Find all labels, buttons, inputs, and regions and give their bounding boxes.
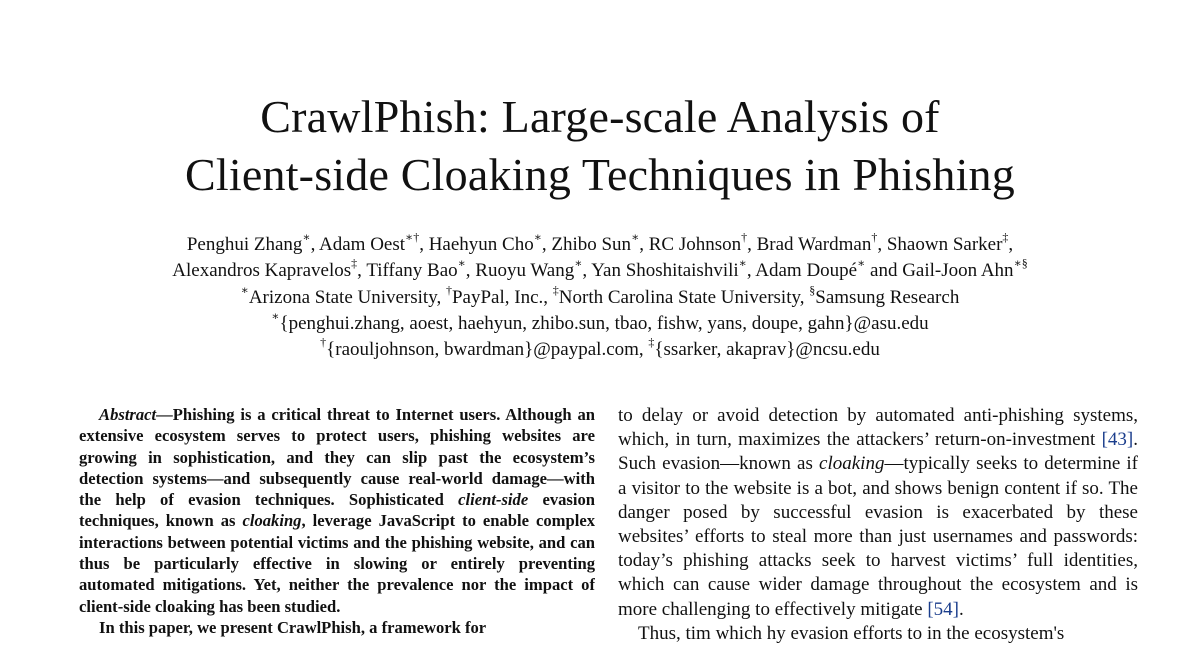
author-name: Alexandros Kapravelos — [172, 260, 352, 281]
citation-link[interactable]: [43] — [1101, 429, 1134, 451]
author-name: Penghui Zhang — [186, 234, 303, 255]
body-text: —typically seeks to determine if a visitor to the website is a bot, and shows benign content if so. The danger posed by successful evasion is exacerbated by these websites’ efforts to steal more than just usernames and passwords: today’s phishing attacks seek to harvest victims’ full identities, which can cause wider damage throughout the ecosystem and is more challenging to effectively mitigate — [618, 453, 1138, 620]
author-mark: ∗ — [574, 255, 583, 270]
affiliation-mark: ∗ — [240, 282, 249, 297]
body-paragraph-1 — [618, 404, 1138, 622]
paper-title-line-1: CrawlPhish: Large-scale Analysis of — [260, 91, 940, 142]
affiliation-mark: § — [809, 282, 816, 297]
author-mark: ∗† — [405, 229, 420, 244]
author-name: RC Johnson — [648, 234, 742, 255]
email-line-2 — [0, 334, 1200, 362]
author-name: Shaown Sarker — [886, 234, 1003, 255]
abstract-label: Abstract — [99, 405, 157, 424]
author-name: Haehyun Cho — [428, 234, 534, 255]
author-name: Adam Doupé — [755, 260, 858, 281]
author-name: Adam Oest — [319, 234, 406, 255]
email-line-1 — [0, 308, 1200, 336]
body-text: . Such evasion—known as — [618, 429, 1138, 475]
abstract-dash: — — [156, 405, 173, 424]
affiliation-name: North Carolina State University — [558, 287, 800, 308]
author-name: Yan Shoshitaishvili — [591, 260, 739, 281]
abstract-column — [79, 404, 595, 660]
email-mark: ‡ — [648, 334, 655, 349]
author-name: Brad Wardman — [756, 234, 872, 255]
author-mark: ∗ — [533, 229, 542, 244]
affiliation-mark: ‡ — [552, 282, 559, 297]
abstract-emphasis: cloaking — [242, 511, 302, 531]
abstract-text: , leverage JavaScript to enable complex interactions between potential victims and the phishing website, and can thus be particularly effective in slowing or entirely preventing automated mitigations. Yet, neither the prevalence nor the impact of client-side cloaking has been studied. — [79, 511, 595, 616]
affiliation-name: Arizona State University — [248, 287, 437, 308]
author-mark: ∗ — [857, 255, 866, 270]
author-mark: † — [741, 229, 748, 244]
author-name: Zhibo Sun — [551, 234, 632, 255]
author-mark: ∗§ — [1013, 255, 1028, 270]
affiliation-mark: † — [445, 282, 452, 297]
author-name: Tiffany Bao — [366, 260, 458, 281]
body-paragraph-2: Thus, tim which hy evasion efforts to in the ecosystem's — [638, 622, 1065, 644]
body-emphasis: cloaking — [819, 453, 885, 475]
abstract-text: Phishing is a critical threat to Internet users. Although an extensive ecosystem serves to protect users, phishing websites are growing in sophistication, and they can slip past the ecosystem’s detection systems—and subsequently cause real-world damage—with the help of evasion techniques. Sophisticated — [79, 405, 595, 510]
author-mark: † — [871, 229, 878, 244]
author-name: Gail-Joon Ahn — [902, 260, 1014, 281]
author-line-2: Alexandros Kapravelos‡, Tiffany Bao∗, Ruoyu Wang∗, Yan Shoshitaishvili∗, Adam Doupé∗ and Gail-Joon Ahn∗§ — [172, 255, 1028, 281]
body-text: to delay or avoid detection by automated anti-phishing systems, which, in turn, maximizes the attackers’ return-on-investment — [618, 405, 1138, 451]
author-mark: ∗ — [631, 229, 640, 244]
author-mark: ∗ — [457, 255, 466, 270]
body-text: . — [959, 598, 964, 620]
abstract-text: evasion techniques, known as — [79, 490, 595, 531]
paper-title-line-2: Client-side Cloaking Techniques in Phishing — [185, 149, 1015, 200]
author-mark: ∗ — [302, 229, 311, 244]
email-text: {ssarker, akaprav}@ncsu.edu — [654, 339, 880, 360]
email-text: {raouljohnson, bwardman}@paypal.com, — [326, 339, 644, 360]
author-mark: ∗ — [738, 255, 747, 270]
affiliation-name: Samsung Research — [815, 287, 960, 308]
abstract-paragraph-2: In this paper, we present CrawlPhish, a framework for — [99, 617, 487, 637]
citation-link[interactable]: [54] — [927, 598, 959, 620]
abstract-emphasis: client-side — [458, 490, 529, 510]
email-text: {penghui.zhang, aoest, haehyun, zhibo.sun, tbao, fishw, yans, doupe, gahn}@asu.edu — [279, 313, 929, 334]
abstract-paragraph-1 — [79, 404, 595, 617]
author-name: Ruoyu Wang — [475, 260, 575, 281]
author-mark: ‡ — [351, 255, 358, 270]
author-line-1: Penghui Zhang∗, Adam Oest∗†, Haehyun Cho∗, Zhibo Sun∗, RC Johnson†, Brad Wardman†, Shaown Sarker‡, — [186, 229, 1014, 255]
affiliations: ∗Arizona State University, †PayPal, Inc., ‡North Carolina State University, §Samsung Research — [240, 282, 960, 308]
email-mark: † — [320, 334, 327, 349]
email-mark: ∗ — [271, 308, 280, 323]
affiliation-name: PayPal, Inc. — [451, 287, 544, 308]
body-column — [618, 404, 1138, 660]
author-mark: ‡ — [1002, 229, 1009, 244]
